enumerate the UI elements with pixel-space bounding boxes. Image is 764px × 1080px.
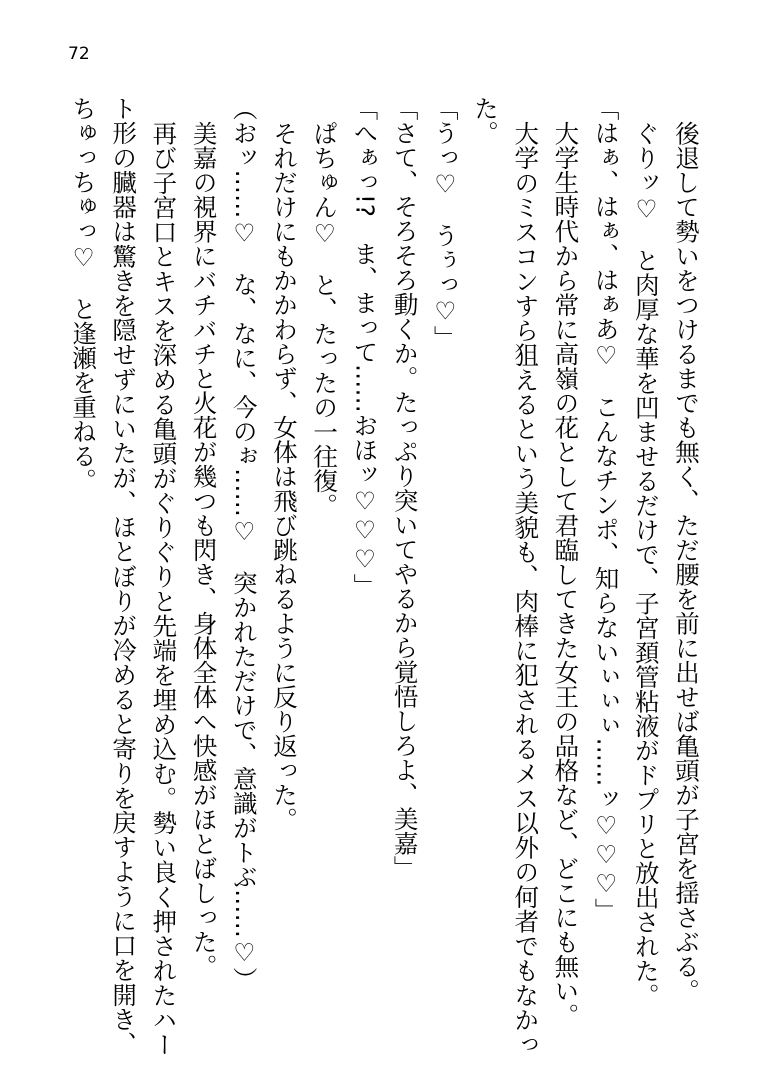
dialogue-line: 「はぁ、はぁ、はぁあ♡ こんなチンポ、知らないぃぃぃ……ッ♡♡♡」 xyxy=(591,96,621,923)
page-number: 72 xyxy=(68,44,90,64)
dialogue-line: 「うっ♡ うぅっ♡」 xyxy=(430,96,460,350)
paragraph: ぱちゅん♡ と、たったの一往復。 xyxy=(310,120,340,517)
inner-monologue-line: （おッ……♡ な、なに、今のぉ……♡ 突かれただけで、意識がトぶ……♡） xyxy=(229,96,259,992)
paragraph: 再び子宮口とキスを深める亀頭がぐりぐりと先端を埋め込む。勢い良く押されたハート形の臓器は驚きを隠せずにいたが、ほとぼりが冷めると寄りを戻すように口を開き、ちゅっちゅっ♡ と逢瀬を重ねる。 xyxy=(68,96,179,1056)
dialogue-line: 「さて、そろそろ動くか。たっぷり突いてやるから覚悟しろよ、美嘉」 xyxy=(390,96,420,880)
novel-text-body xyxy=(46,96,706,1056)
paragraph: それだけにもかかわらず、女体は飛び跳ねるように反り返った。 xyxy=(269,120,299,831)
paragraph: ぐりッ♡ と肉厚な華を凹ませるだけで、子宮頚管粘液がドプリと放出された。 xyxy=(631,120,661,1007)
dialogue-line: 「へぁっ!? ま、まって……おほッ♡♡♡」 xyxy=(350,96,380,598)
paragraph: 大学生時代から常に高嶺の花として君臨してきた女王の品格など、どこにも無い。 xyxy=(551,120,581,1027)
paragraph: 後退して勢いをつけるまでも無く、ただ腰を前に出せば亀頭が子宮を揺さぶる。 xyxy=(672,120,701,1003)
paragraph: 美嘉の視界にバチバチと火花が幾つも閃き、身体全体へ快感がほとばしった。 xyxy=(189,120,219,978)
paragraph: 大学のミスコンすら狙えるという美貌も、肉棒に犯されるメス以外の何者でもなかった。 xyxy=(470,96,541,1056)
